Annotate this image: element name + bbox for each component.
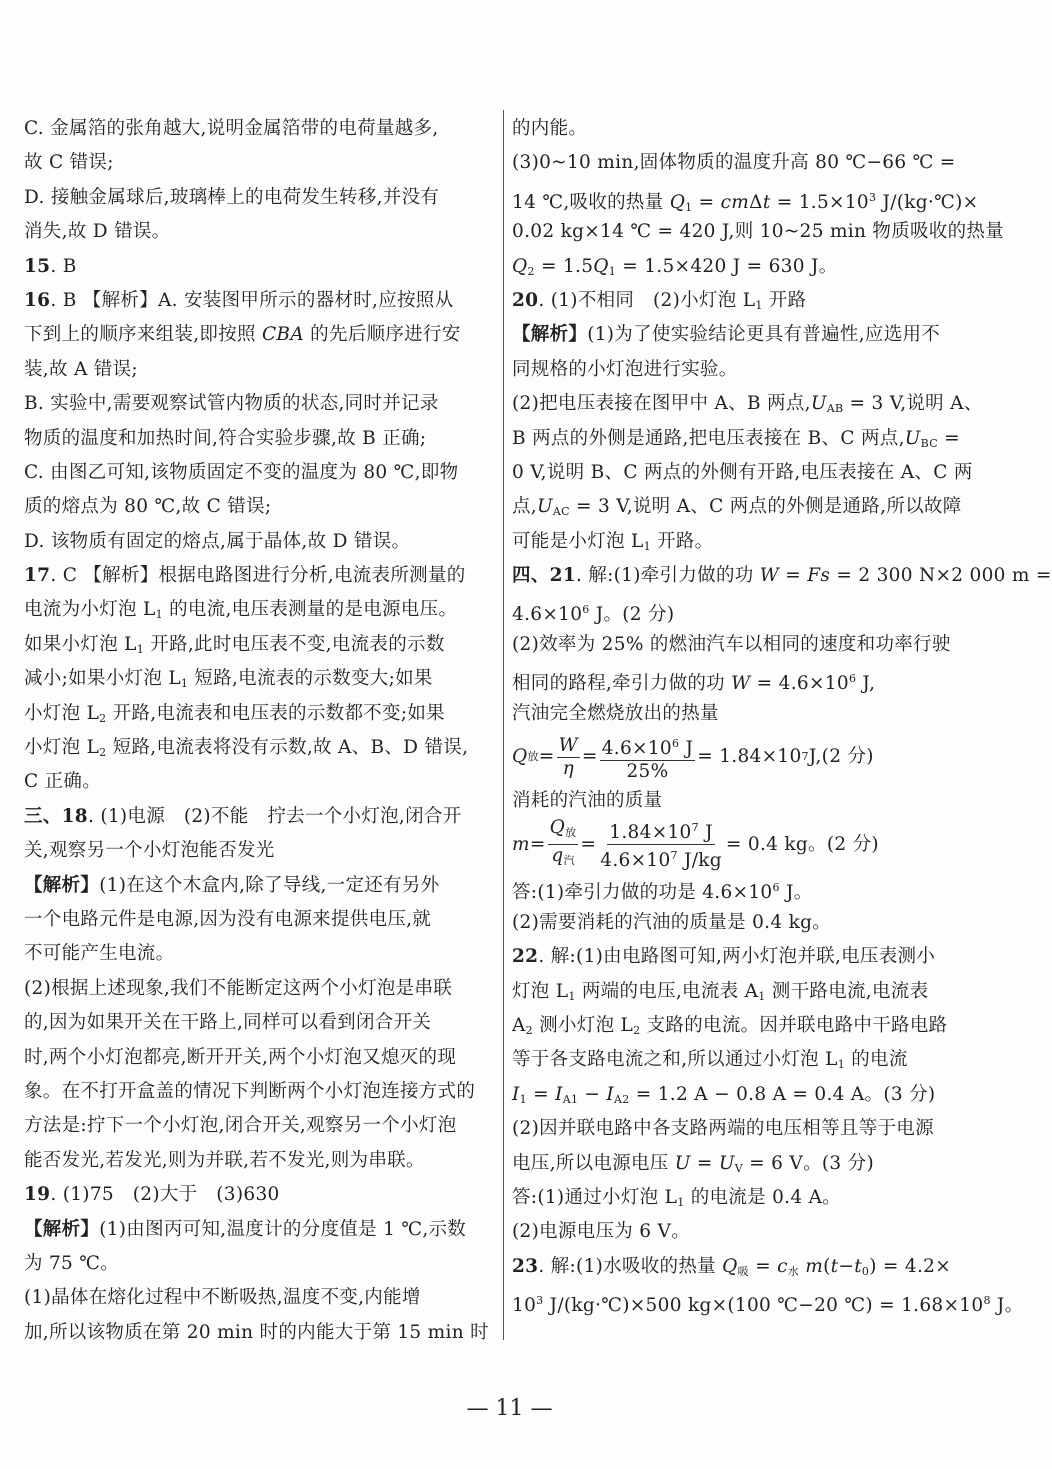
- text-run: 开路,电流表和电压表的示数都不变;如果: [106, 702, 445, 724]
- text-line: [512, 422, 990, 456]
- superscript: 7: [801, 750, 809, 764]
- text-line: [512, 525, 990, 559]
- superscript: 7: [691, 821, 699, 835]
- text-run: = 1.84×10: [697, 746, 802, 768]
- bold-text: 20: [512, 289, 539, 311]
- right-column: [512, 112, 1052, 1319]
- text-run: =: [937, 427, 960, 449]
- text-run: =: [581, 746, 598, 768]
- text-line: [24, 559, 502, 593]
- text-run: 的电流,电压表测量的是电源电压。: [162, 599, 458, 621]
- numerator: [600, 733, 695, 761]
- text-run: = 1.5: [534, 255, 594, 277]
- text-line: [512, 387, 990, 421]
- text-line: [512, 456, 990, 490]
- text-run: (2)根据上述现象,我们不能断定这两个小灯泡是串联: [24, 977, 453, 999]
- italic-text: m: [805, 1255, 824, 1277]
- text-run: = 4.6×10: [750, 673, 849, 695]
- text-line: [24, 972, 502, 1006]
- text-run: 消失,故 D 错误。: [24, 221, 171, 243]
- text-run: 两端的电压,电流表 A: [575, 980, 759, 1002]
- italic-text: t: [854, 1255, 862, 1277]
- text-line: [24, 318, 502, 352]
- bold-text: 22: [512, 946, 539, 968]
- text-line: [512, 1215, 990, 1249]
- subscript: A1: [562, 1092, 579, 1106]
- text-line: [24, 215, 502, 249]
- denominator: [561, 758, 576, 780]
- fraction: [548, 817, 579, 872]
- text-run: (: [823, 1255, 831, 1277]
- text-run: 时,两个小灯泡都亮,断开开关,两个小灯泡又熄灭的现: [24, 1046, 457, 1068]
- text-run: 如果小灯泡 L: [24, 633, 137, 655]
- text-run: 加,所以该物质在第 20 min 时的内能大于第 15 min 时: [24, 1321, 489, 1343]
- text-line: [512, 1284, 1024, 1318]
- text-line: [24, 1213, 502, 1247]
- text-run: = 2 300 N×2 000 m =: [830, 565, 1052, 587]
- text-run: 汽油完全燃烧放出的热量: [512, 702, 719, 724]
- fraction: [600, 733, 695, 783]
- italic-text: c: [777, 1255, 788, 1277]
- text-run: 等于各支路电流之和,所以通过小灯泡 L: [512, 1049, 838, 1071]
- text-run: 短路,电流表将没有示数,故 A、B、D 错误,: [106, 737, 469, 759]
- text-run: D. 接触金属球后,玻璃棒上的电荷发生转移,并没有: [24, 186, 440, 208]
- text-line: [512, 1043, 990, 1077]
- text-run: 不可能产生电流。: [24, 943, 175, 965]
- text-line: [24, 1316, 502, 1350]
- text-run: J: [679, 737, 694, 759]
- text-run: B 两点的外侧是通路,把电压表接在 B、C 两点,: [512, 427, 905, 449]
- text-run: 相同的路程,牵引力做的功: [512, 673, 732, 695]
- text-run: =: [690, 1152, 719, 1174]
- text-run: 的电流: [845, 1049, 908, 1071]
- text-run: = 1.5×420 J = 630 J。: [616, 255, 838, 277]
- superscript: 6: [848, 672, 857, 686]
- text-run: 答:(1)通过小灯泡 L: [512, 1186, 678, 1208]
- text-line: [512, 112, 990, 146]
- text-run: 支路的电流。因并联电路中干路电路: [640, 1014, 948, 1036]
- text-run: J,(2 分): [808, 746, 874, 768]
- subscript: 1: [837, 1058, 846, 1072]
- text-line: [24, 422, 502, 456]
- italic-text: t: [762, 191, 771, 213]
- text-run: 25%: [626, 760, 669, 782]
- text-run: (2)需要消耗的汽油的质量是 0.4 kg。: [512, 911, 832, 933]
- subscript: 0: [861, 1264, 870, 1278]
- superscript: 3: [869, 190, 877, 204]
- text-run: Δ: [749, 191, 763, 213]
- text-run: (3)0~10 min,固体物质的温度升高 80 ℃−66 ℃ =: [512, 152, 956, 174]
- text-run: 测干路电流,电流表: [765, 980, 929, 1002]
- numerator: [548, 817, 579, 845]
- text-line: [512, 559, 1052, 593]
- text-run: 同规格的小灯泡进行实验。: [512, 358, 738, 380]
- text-run: 0 V,说明 B、C 两点的外侧有开路,电压表接在 A、C 两: [512, 461, 973, 483]
- subscript: AC: [552, 505, 570, 519]
- text-run: J。(2 分): [589, 604, 675, 626]
- subscript: 2: [99, 746, 107, 760]
- text-line: [512, 490, 990, 524]
- subscript: 放: [527, 750, 539, 764]
- text-run: 的先后顺序进行安: [303, 324, 461, 346]
- text-line: [24, 1109, 502, 1143]
- text-run: 4.6×10: [601, 737, 672, 759]
- text-line: [24, 1178, 502, 1212]
- numerator: [607, 817, 715, 845]
- text-line: [24, 662, 502, 696]
- bold-text: 23: [512, 1255, 539, 1277]
- text-run: J/kg: [677, 850, 722, 872]
- subscript: 1: [519, 1092, 527, 1106]
- subscript: AB: [826, 402, 844, 416]
- text-line: [512, 662, 990, 696]
- text-line: [24, 731, 502, 765]
- text-line: [512, 318, 990, 352]
- text-run: J: [698, 822, 713, 844]
- text-run: 的内能。: [512, 118, 588, 139]
- bold-text: 16: [24, 289, 51, 311]
- text-run: 的电流是 0.4 A。: [684, 1186, 842, 1208]
- text-run: (1)为了使实验结论更具有普遍性,应选用不: [587, 324, 941, 346]
- text-line: [24, 146, 502, 180]
- text-run: (1)晶体在熔化过程中不断吸热,温度不变,内能增: [24, 1287, 421, 1309]
- page-number: — 11 —: [466, 1396, 553, 1421]
- subscript: A2: [614, 1092, 630, 1106]
- text-run: C. 由图乙可知,该物质固定不变的温度为 80 ℃,即物: [24, 461, 459, 483]
- subscript: 1: [180, 677, 189, 691]
- text-line: [24, 1006, 502, 1040]
- subscript: 1: [758, 989, 766, 1003]
- text-run: . 解:(1)水吸收的热量: [538, 1255, 723, 1277]
- text-run: . (1)电源 (2)不能 拧去一个小灯泡,闭合开: [87, 805, 462, 827]
- text-run: =: [580, 833, 597, 855]
- text-run: A: [512, 1014, 526, 1036]
- subscript: 2: [527, 264, 535, 278]
- text-line: [512, 593, 990, 627]
- text-line: [512, 250, 990, 284]
- text-run: 小灯泡 L: [24, 702, 100, 724]
- text-run: 灯泡 L: [512, 980, 569, 1002]
- text-run: 4.6×10: [512, 604, 583, 626]
- text-run: 开路: [762, 289, 807, 311]
- superscript: 6: [672, 736, 680, 750]
- text-run: . C 【解析】根据电路图进行分析,电流表所测量的: [50, 565, 466, 587]
- text-line: [512, 146, 990, 180]
- text-line: [24, 250, 502, 284]
- text-line: [24, 628, 502, 662]
- superscript: 7: [670, 849, 678, 863]
- text-line: [24, 697, 502, 731]
- text-run: J/(kg·℃)×: [876, 191, 979, 213]
- text-run: 0.02 kg×14 ℃ = 420 J,则 10~25 min 物质吸收的热量: [512, 221, 1005, 243]
- text-run: 物质的温度和加热时间,符合实验步骤,故 B 正确;: [24, 427, 427, 449]
- italic-text: cm: [720, 191, 750, 213]
- text-line: [512, 697, 990, 731]
- text-run: 方法是:拧下一个小灯泡,闭合开关,观察另一个小灯泡: [24, 1115, 457, 1137]
- bold-text: 三、18: [24, 805, 88, 827]
- subscript: 2: [99, 711, 107, 725]
- text-run: 可能是小灯泡 L: [512, 530, 644, 552]
- column-divider: [503, 110, 504, 1340]
- text-run: =: [692, 191, 721, 213]
- text-line: [24, 800, 502, 834]
- text-line: [24, 869, 502, 903]
- subscript: 1: [643, 539, 651, 553]
- text-run: (1)由图丙可知,温度计的分度值是 1 ℃,示数: [99, 1218, 467, 1240]
- subscript: V: [734, 1161, 743, 1175]
- text-run: = 6 V。(3 分): [743, 1152, 874, 1174]
- text-run: . 解:(1)由电路图可知,两小灯泡并联,电压表测小: [538, 946, 936, 968]
- text-run: =: [538, 746, 555, 768]
- italic-text: U: [536, 496, 553, 518]
- text-run: B. 实验中,需要观察试管内物质的状态,同时并记录: [24, 393, 439, 415]
- text-run: −: [838, 1255, 855, 1277]
- text-run: 1.84×10: [609, 822, 692, 844]
- denominator: [549, 845, 576, 872]
- text-run: 测小灯泡 L: [532, 1014, 634, 1036]
- text-line: [512, 181, 990, 215]
- italic-text: W: [759, 565, 780, 587]
- text-run: 下到上的顺序来组装,即按照: [24, 324, 262, 346]
- text-run: (2)电源电压为 6 V。: [512, 1221, 690, 1243]
- superscript: 6: [772, 881, 780, 895]
- text-run: C. 金属箔的张角越大,说明金属箔带的电荷量越多,: [24, 118, 439, 139]
- text-line: [512, 906, 990, 940]
- text-line: [24, 112, 502, 146]
- italic-text: m: [512, 833, 530, 855]
- text-run: ) = 4.2×: [869, 1255, 952, 1277]
- subscript: 水: [787, 1264, 800, 1278]
- italic-text: q: [551, 845, 564, 867]
- text-run: 的,因为如果开关在干路上,同样可以看到闭合开关: [24, 1012, 432, 1034]
- text-line: [512, 353, 990, 387]
- text-run: J,: [856, 673, 876, 695]
- text-run: 故 C 错误;: [24, 152, 114, 174]
- text-run: =: [529, 833, 546, 855]
- italic-text: Q: [512, 255, 528, 277]
- bold-text: 四、21: [512, 565, 576, 587]
- text-line: [24, 181, 502, 215]
- text-line: [512, 1181, 990, 1215]
- text-run: = 1.2 A − 0.8 A = 0.4 A。(3 分): [629, 1083, 936, 1105]
- bold-text: 19: [24, 1184, 51, 1206]
- text-run: . 解:(1)牵引力做的功: [575, 565, 760, 587]
- italic-text: Q: [512, 746, 528, 768]
- italic-text: W: [558, 735, 578, 757]
- subscript: 1: [608, 264, 617, 278]
- text-line: [512, 818, 990, 871]
- text-run: 一个电路元件是电源,因为没有电源来提供电压,就: [24, 908, 432, 930]
- text-line: [512, 1112, 990, 1146]
- text-line: [512, 975, 990, 1009]
- text-line: [24, 353, 502, 387]
- text-line: [24, 284, 502, 318]
- text-line: [24, 490, 502, 524]
- subscript: 1: [685, 200, 693, 214]
- italic-text: CBA: [261, 324, 304, 346]
- subscript: 1: [755, 298, 763, 312]
- text-line: [24, 834, 502, 868]
- text-run: 开路。: [650, 530, 714, 552]
- denominator: [598, 845, 724, 872]
- subscript: 2: [525, 1023, 533, 1037]
- text-run: 电流为小灯泡 L: [24, 599, 156, 621]
- text-line: [512, 940, 990, 974]
- fraction: [598, 817, 724, 872]
- text-run: 14 ℃,吸收的热量: [512, 191, 670, 213]
- text-line: [24, 1144, 502, 1178]
- text-run: = 3 V,说明 A、: [843, 393, 983, 415]
- text-line: [24, 937, 502, 971]
- italic-text: U: [674, 1152, 691, 1174]
- text-run: 消耗的汽油的质量: [512, 790, 663, 812]
- text-line: [24, 765, 502, 799]
- subscript: 吸: [737, 1264, 749, 1278]
- text-line: [512, 1078, 990, 1112]
- text-line: [24, 1281, 502, 1315]
- text-run: 装,故 A 错误;: [24, 358, 138, 380]
- text-run: 质的熔点为 80 ℃,故 C 错误;: [24, 496, 272, 518]
- text-run: . B: [50, 255, 77, 277]
- text-run: 能否发光,若发光,则为并联,若不发光,则为串联。: [24, 1149, 425, 1171]
- bold-text: 15: [24, 255, 51, 277]
- italic-text: t: [830, 1255, 839, 1277]
- text-run: . (1)不相同 (2)小灯泡 L: [538, 289, 756, 311]
- text-run: . (1)75 (2)大于 (3)630: [50, 1184, 280, 1206]
- text-run: =: [779, 565, 808, 587]
- superscript: 6: [582, 603, 590, 617]
- italic-text: Q: [669, 191, 686, 213]
- text-line: [24, 525, 502, 559]
- text-run: =: [526, 1083, 556, 1105]
- italic-text: I: [606, 1083, 615, 1105]
- text-run: . B 【解析】A. 安装图甲所示的器材时,应按照从: [50, 289, 454, 311]
- text-line: [512, 871, 990, 905]
- text-line: [512, 731, 990, 784]
- bold-text: 【解析】: [512, 324, 588, 346]
- text-line: [512, 628, 990, 662]
- italic-text: Fs: [807, 565, 831, 587]
- italic-text: I: [555, 1083, 563, 1105]
- text-run: 减小;如果小灯泡 L: [24, 668, 181, 690]
- italic-text: W: [731, 673, 751, 695]
- text-run: 4.6×10: [600, 850, 671, 872]
- text-line: [512, 1147, 990, 1181]
- text-line: [24, 1041, 502, 1075]
- text-run: =: [748, 1255, 778, 1277]
- text-line: [24, 903, 502, 937]
- bold-text: 17: [24, 565, 51, 587]
- italic-text: U: [904, 427, 921, 449]
- text-run: 开路,此时电压表不变,电流表的示数: [144, 633, 445, 655]
- italic-text: Q: [593, 255, 609, 277]
- numerator: [557, 735, 580, 758]
- text-run: (2)效率为 25% 的燃油汽车以相同的速度和功率行驶: [512, 633, 951, 655]
- italic-text: U: [718, 1152, 735, 1174]
- text-run: (2)因并联电路中各支路两端的电压相等且等于电源: [512, 1118, 934, 1140]
- text-run: (2)把电压表接在图甲中 A、B 两点,: [512, 393, 811, 415]
- superscript: 3: [536, 1294, 544, 1308]
- text-run: C 正确。: [24, 771, 102, 793]
- text-line: [512, 284, 990, 318]
- subscript: 1: [568, 989, 576, 1003]
- bold-text: 【解析】: [24, 1218, 100, 1240]
- text-line: [24, 1075, 502, 1109]
- subscript: 1: [677, 1195, 685, 1209]
- fraction: [557, 735, 580, 780]
- text-line: [512, 1250, 990, 1284]
- text-run: 为 75 ℃。: [24, 1252, 120, 1274]
- italic-text: Q: [722, 1255, 738, 1277]
- left-column: [24, 112, 502, 1350]
- text-line: [512, 1009, 990, 1043]
- text-run: = 3 V,说明 A、C 两点的外侧是通路,所以故障: [569, 496, 962, 518]
- italic-text: η: [562, 758, 574, 780]
- text-run: (1)在这个木盒内,除了导线,一定还有另外: [99, 874, 440, 896]
- text-line: [512, 215, 1005, 249]
- italic-text: U: [810, 393, 827, 415]
- superscript: 8: [983, 1294, 991, 1308]
- denominator: [624, 761, 670, 783]
- text-run: −: [578, 1083, 607, 1105]
- subscript: 1: [155, 608, 163, 622]
- text-run: J/(kg·℃)×500 kg×(100 ℃−20 ℃) = 1.68×10: [543, 1295, 984, 1317]
- text-run: 象。在不打开盒盖的情况下判断两个小灯泡连接方式的: [24, 1080, 476, 1102]
- text-run: D. 该物质有固定的熔点,属于晶体,故 D 错误。: [24, 530, 411, 552]
- text-line: [512, 784, 990, 818]
- text-line: [24, 1247, 502, 1281]
- text-run: 答:(1)牵引力做的功是 4.6×10: [512, 882, 773, 904]
- text-line: [24, 456, 502, 490]
- text-run: J。: [779, 882, 813, 904]
- text-line: [24, 387, 502, 421]
- text-run: 小灯泡 L: [24, 737, 100, 759]
- text-run: = 1.5×10: [770, 191, 869, 213]
- text-run: J。: [990, 1295, 1024, 1317]
- subscript: BC: [920, 436, 938, 450]
- text-run: 短路,电流表的示数变大;如果: [188, 668, 433, 690]
- text-run: 10: [512, 1295, 537, 1317]
- italic-text: I: [512, 1083, 520, 1105]
- subscript: 放: [565, 826, 577, 840]
- bold-text: 【解析】: [24, 874, 100, 896]
- text-run: = 0.4 kg。(2 分): [725, 833, 879, 855]
- italic-text: Q: [549, 817, 566, 839]
- subscript: 1: [136, 642, 145, 656]
- subscript: 2: [633, 1023, 641, 1037]
- text-run: 电压,所以电源电压: [512, 1152, 675, 1174]
- text-run: 点,: [512, 496, 537, 518]
- text-run: 关,观察另一个小灯泡能否发光: [24, 840, 275, 862]
- text-line: [24, 593, 502, 627]
- subscript: 汽: [563, 854, 575, 868]
